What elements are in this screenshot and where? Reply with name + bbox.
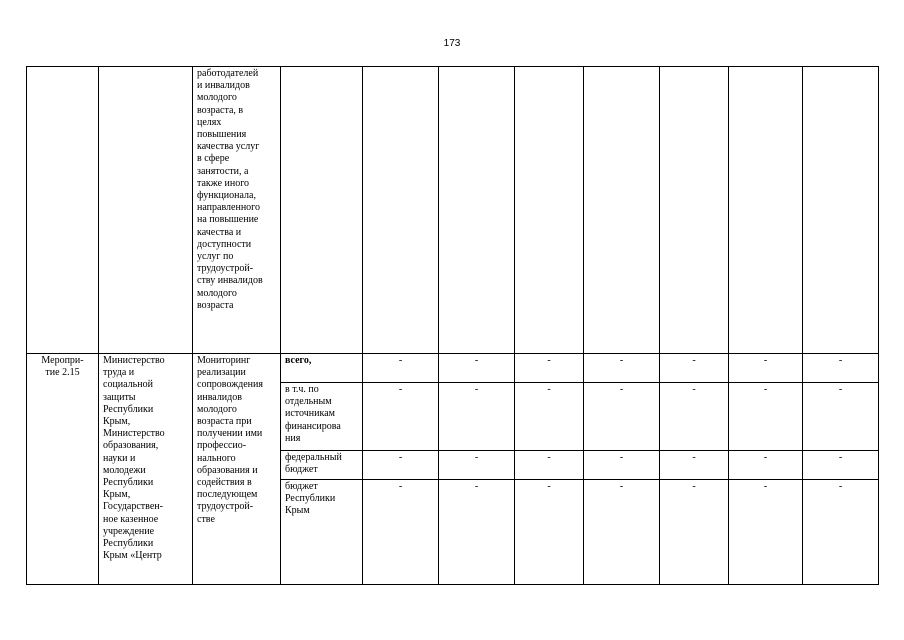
description-line: функционала, (197, 190, 256, 202)
description-line: возраста, в (197, 104, 244, 116)
measure-name-line: молодого (197, 403, 237, 415)
executor-line: Крым, (103, 489, 131, 501)
funding-source-cell (281, 383, 363, 451)
funding-value-cell: - (363, 451, 439, 480)
funding-value-cell: - (584, 354, 660, 383)
measure-name-line: реализации (197, 367, 246, 379)
continuation-row (27, 67, 879, 354)
funding-source-line: ния (285, 432, 301, 444)
funding-value-cell: - (439, 480, 515, 585)
value-cell-empty (584, 67, 660, 354)
funding-row (27, 354, 879, 383)
description-line: качества услуг (197, 141, 260, 153)
executor-line: Республики (103, 477, 154, 489)
funding-value-cell: - (660, 354, 729, 383)
funding-value-cell: - (729, 354, 803, 383)
description-line: также иного (197, 177, 250, 189)
description-line: молодого (197, 287, 237, 299)
description-line: возраста (197, 299, 234, 311)
funding-value-cell: - (515, 354, 584, 383)
executor-line: образования, (103, 440, 159, 452)
executor-line: молодежи (103, 464, 146, 476)
funding-source-cell (281, 354, 363, 383)
description-line: молодого (197, 92, 237, 104)
funding-value-cell: - (660, 480, 729, 585)
source-cell-empty (281, 67, 363, 354)
measure-name-line: профессио- (197, 440, 247, 452)
measure-name-line: трудоустрой- (197, 501, 254, 513)
executor-line: Республики (103, 403, 154, 415)
executor-line: учреждение (103, 525, 155, 537)
funding-source-line: бюджет (285, 481, 318, 492)
value-cell-empty (729, 67, 803, 354)
funding-value-cell: - (363, 354, 439, 383)
measure-code-line: Меропри- (41, 355, 84, 366)
funding-value-cell: - (803, 451, 879, 480)
measure-name-cell (193, 354, 281, 585)
funding-source-line: отдельным (285, 396, 332, 408)
value-cell-empty (660, 67, 729, 354)
executor-line: ное казенное (103, 513, 159, 525)
funding-value-cell: - (363, 383, 439, 451)
funding-value-cell: - (660, 451, 729, 480)
funding-source-cell (281, 451, 363, 480)
funding-source-line: всего, (285, 355, 312, 366)
executor-line: Министерство (103, 355, 165, 366)
funding-value-cell: - (803, 480, 879, 585)
funding-value-cell: - (803, 383, 879, 451)
funding-value-cell: - (660, 383, 729, 451)
measure-name-line: Мониторинг (197, 355, 251, 366)
executor-line: Министерство (103, 428, 165, 440)
funding-source-line: финансирова (285, 420, 341, 432)
description-line: трудоустрой- (197, 263, 254, 275)
funding-source-line: в т.ч. по (285, 384, 319, 395)
measure-name-line: последующем (197, 489, 258, 501)
description-line: работодателей (197, 68, 259, 79)
value-cell-empty (515, 67, 584, 354)
measure-executor-cell (99, 354, 193, 585)
executor-line: Крым «Центр (103, 550, 162, 562)
funding-value-cell: - (729, 451, 803, 480)
code-cell-empty (27, 67, 99, 354)
funding-value-cell: - (515, 383, 584, 451)
funding-source-line: Республики (285, 493, 336, 505)
value-cell-empty (363, 67, 439, 354)
measure-name-line: образования и (197, 464, 258, 476)
measure-name-line: содействия в (197, 477, 252, 489)
description-line: услуг по (197, 251, 234, 263)
value-cell-empty (439, 67, 515, 354)
measure-name-line: сопровождения (197, 379, 263, 391)
measure-name-line: получении ими (197, 428, 263, 440)
funding-source-line: бюджет (285, 464, 318, 476)
funding-value-cell: - (584, 480, 660, 585)
description-line: качества и (197, 226, 242, 238)
measure-code-line: тие 2.15 (45, 367, 80, 379)
measure-code-cell (27, 354, 99, 585)
measure-name-line: возраста при (197, 416, 252, 428)
funding-value-cell: - (439, 354, 515, 383)
executor-line: социальной (103, 379, 153, 391)
description-line: целях (197, 116, 222, 128)
description-line: занятости, а (197, 165, 249, 177)
description-line: направленного (197, 202, 261, 214)
executor-cell-empty (99, 67, 193, 354)
measure-name-line: стве (197, 513, 215, 525)
table-body (27, 67, 879, 585)
description-line: ству инвалидов (197, 275, 263, 287)
executor-line: защиты (103, 391, 136, 403)
page-number: 173 (443, 38, 461, 49)
funding-source-line: источникам (285, 408, 335, 420)
measure-name-line: инвалидов (197, 391, 242, 403)
description-line: в сфере (197, 153, 230, 165)
funding-value-cell: - (363, 480, 439, 585)
funding-value-cell: - (439, 451, 515, 480)
funding-source-line: федеральный (285, 452, 342, 463)
funding-value-cell: - (729, 383, 803, 451)
funding-value-cell: - (729, 480, 803, 585)
measure-name-line: нального (197, 452, 236, 464)
funding-value-cell: - (584, 383, 660, 451)
value-cell-empty (803, 67, 879, 354)
executor-line: труда и (103, 367, 135, 379)
description-line: доступности (197, 238, 252, 250)
description-line: повышения (197, 129, 247, 141)
executor-line: Государствен- (103, 501, 163, 513)
funding-source-line: Крым (285, 505, 310, 517)
funding-value-cell: - (803, 354, 879, 383)
description-cell (193, 67, 281, 354)
program-table (26, 66, 879, 585)
executor-line: Республики (103, 538, 154, 550)
funding-value-cell: - (584, 451, 660, 480)
funding-value-cell: - (515, 480, 584, 585)
description-line: и инвалидов (197, 80, 250, 92)
executor-line: Крым, (103, 416, 131, 428)
funding-value-cell: - (515, 451, 584, 480)
funding-source-cell (281, 480, 363, 585)
executor-line: науки и (103, 452, 136, 464)
description-line: на повышение (197, 214, 259, 226)
funding-value-cell: - (439, 383, 515, 451)
